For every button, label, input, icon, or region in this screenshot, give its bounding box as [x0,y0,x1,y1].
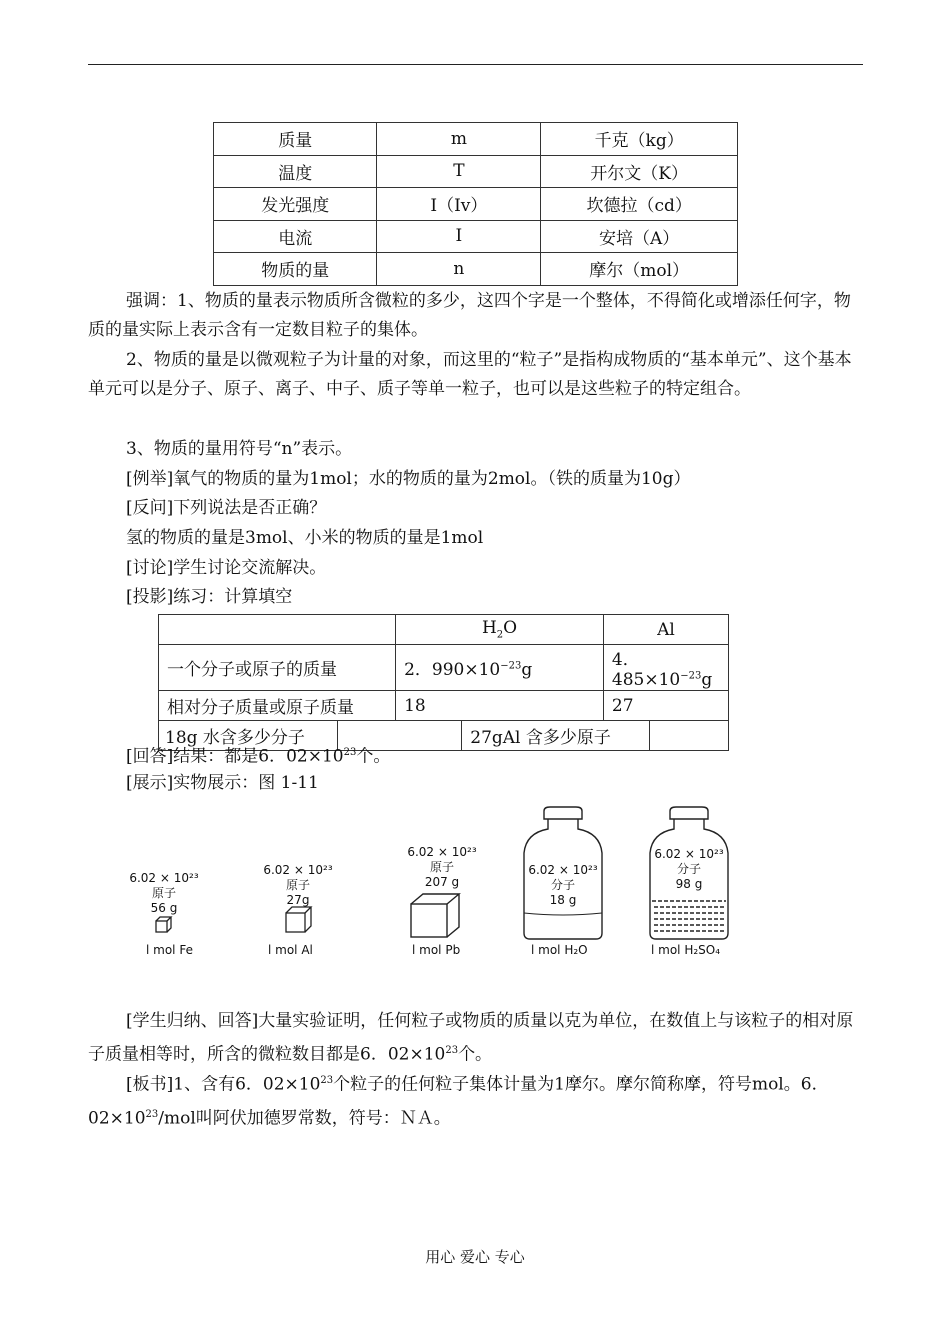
figure-label-top: 6.02 × 10²³ [654,847,724,861]
table-cell: 坎德拉（cd） [541,188,738,221]
units-table [213,122,738,286]
page-footer: 用心 爱心 专心 [425,1248,525,1266]
row-label: 一个分子或原子的质量 [159,645,396,691]
table-row [214,220,738,253]
table-cell: m [377,123,541,156]
table-cell: 开尔文（K） [541,155,738,188]
figure-caption: l mol Al [268,943,313,957]
figure-label [649,847,729,892]
table-cell: n [377,253,541,286]
table-row [159,645,729,691]
figure-label-top: 6.02 × 10²³ [528,863,598,877]
figure-caption: l mol Pb [412,943,461,957]
table-row [214,188,738,221]
table-cell: I（Iv） [377,188,541,221]
table-cell: 千克（kg） [541,123,738,156]
figure-caption: l mol H₂SO₄ [651,943,721,957]
answer-line: [回答]结果：都是6．$02\times 10^{23}$个。 [126,746,391,767]
table-cell: 摩尔（mol） [541,253,738,286]
figure-label-mass: 56 g [150,901,178,915]
paragraph-emphasis-1: 强调：1、物质的量表示物质所含微粒的多少，这四个字是一个整体，不得简化或增添任何字，物质的量实际上表示含有一定数目粒子的集体。 [88,291,851,340]
figure-label-mass: 27g [286,893,310,907]
figure-label-top: 6.02 × 10²³ [407,845,477,859]
question-cell: 27gAl 含多少原子 [462,721,650,751]
table-row [214,123,738,156]
al-mass-cell: 4．$485\times 10^{-23}g$ [603,645,728,691]
figure-label-mass: 18 g [549,893,577,907]
paragraph-emphasis-3: 3、物质的量用符号“n”表示。 [126,439,353,459]
figure-label-top: 6.02 × 10²³ [129,871,199,885]
header-rule [88,64,863,65]
al-cube-icon [286,907,311,932]
table-cell: I [377,220,541,253]
answer-cell [650,721,729,751]
al-header: Al [603,615,728,645]
display-line: [展示]实物展示：图 1-11 [126,773,319,793]
discuss-line: [讨论]学生讨论交流解决。 [126,558,327,578]
example-line: [例举]氧气的物质的量为1mol；水的物质的量为2mol。（铁的质量为10g） [126,469,691,489]
figure-label [523,863,603,908]
question-cell: 18g 水含多少分子 [159,721,338,751]
question-line: [反问]下列说法是否正确？ [126,498,327,518]
figure-caption: l mol H₂O [531,943,588,957]
figure-label [402,845,482,890]
pb-cube-icon [411,894,459,937]
table-row [159,691,729,721]
table-cell: 安培（A） [541,220,738,253]
summary-paragraph: [学生归纳、回答]大量实验证明，任何粒子或物质的质量以克为单位，在数值上与该粒子的相对原子质量相等时，所含的微粒数目都是6．$02\times 10^{23}$个。 [88,1011,854,1065]
figure-label-top: 6.02 × 10²³ [263,863,333,877]
table-cell [159,615,396,645]
board-paragraph: [板书]1、含有6．$02\times 10^{23}$个粒子的任何粒子集体计量为1摩尔。摩尔简称摩，符号mol。6．$02\times 10^{23}$/mol叫阿伏加德罗常数，符号：ＮＡ。 [88,1074,829,1129]
table-cell: T [377,155,541,188]
al-relative-cell: 27 [603,691,728,721]
table-row [159,615,729,645]
table-cell: 发光强度 [214,188,377,221]
figure-label-mid: 原子 [151,886,176,900]
figure-label-mass: 207 g [424,875,460,889]
h2o-relative-cell: 18 [396,691,604,721]
figure-label-mass: 98 g [675,877,703,891]
table-cell: 电流 [214,220,377,253]
hydrogen-line: 氢的物质的量是3mol、小米的物质的量是1mol [126,528,484,548]
figure-label-mid: 原子 [429,860,454,874]
figure-caption: l mol Fe [146,943,193,957]
figure-label-mid: 原子 [285,878,310,892]
table-cell: 温度 [214,155,377,188]
fe-cube-icon [156,917,171,932]
table-cell: 质量 [214,123,377,156]
figure-label-mid: 分子 [676,862,701,876]
figure-label-mid: 分子 [550,878,575,892]
h2o-mass-cell: 2．$990\times 10^{-23}g$ [396,645,604,691]
table-row [214,253,738,286]
row-label: 相对分子质量或原子质量 [159,691,396,721]
figure-label [124,871,204,916]
figure-label [258,863,338,908]
projection-line: [投影]练习：计算填空 [126,587,293,607]
table-cell: 物质的量 [214,253,377,286]
mole-figure [126,805,746,975]
h2o-header: $H_2O$ [396,615,604,645]
table-row [214,155,738,188]
paragraph-emphasis-2: 2、物质的量是以微观粒子为计量的对象，而这里的“粒子”是指构成物质的“基本单元”、这个基本单元可以是分子、原子、离子、中子、质子等单一粒子，也可以是这些粒子的特定组合。 [88,350,852,399]
calc-table [158,614,729,751]
